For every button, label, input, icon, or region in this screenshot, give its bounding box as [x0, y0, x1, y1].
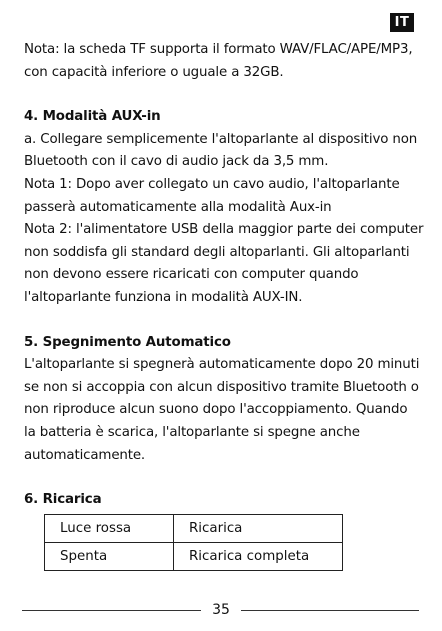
section-4-line: passerà automaticamente alla modalità Aux-in	[24, 199, 332, 215]
footer-rule-left	[22, 610, 201, 611]
table-cell-status: Ricarica	[174, 515, 343, 543]
manual-page-content	[24, 39, 438, 512]
note-tf-line-1: Nota: la scheda TF supporta il formato WAV/FLAC/APE/MP3,	[24, 42, 413, 57]
section-5-line: automaticamente.	[24, 447, 146, 463]
table-cell-status: Ricarica completa	[174, 543, 343, 571]
section-4-line: Nota 1: Dopo aver collegato un cavo audio, l'altoparlante	[24, 176, 400, 192]
language-badge: IT	[390, 13, 414, 32]
spacer	[24, 84, 438, 106]
section-4-line: Nota 2: l'alimentatore USB della maggior parte dei computer	[24, 222, 424, 238]
footer-rule-right	[241, 610, 419, 611]
section-5-line: L'altoparlante si spegnerà automaticamente dopo 20 minuti	[24, 357, 420, 373]
section-5-title: 5. Spegnimento Automatico	[24, 334, 231, 350]
table-row	[45, 543, 343, 571]
table-row	[45, 515, 343, 543]
note-tf-line-2: con capacità inferiore o uguale a 32GB.	[24, 64, 284, 80]
spacer	[24, 310, 438, 332]
section-6-title: 6. Ricarica	[24, 492, 102, 508]
section-4-line: non soddisfa gli standard degli altoparlanti. Gli altoparlanti	[24, 244, 410, 260]
section-4-title: 4. Modalità AUX-in	[24, 109, 161, 125]
page-number: 35	[212, 602, 230, 618]
section-4-line: a. Collegare semplicemente l'altoparlante al dispositivo non	[24, 131, 418, 147]
charging-status-table	[44, 514, 343, 571]
section-5-line: non riproduce alcun suono dopo l'accoppiamento. Quando	[24, 402, 408, 418]
section-4-line: l'altoparlante funziona in modalità AUX-IN.	[24, 289, 303, 305]
section-5-line: la batteria è scarica, l'altoparlante si spegne anche	[24, 424, 360, 440]
section-5-line: se non si accoppia con alcun dispositivo tramite Bluetooth o	[24, 379, 419, 395]
table-cell-indicator: Luce rossa	[45, 515, 174, 543]
spacer	[24, 467, 438, 489]
section-4-line: non devono essere ricaricati con computer quando	[24, 267, 359, 283]
table-cell-indicator: Spenta	[45, 543, 174, 571]
section-4-line: Bluetooth con il cavo di audio jack da 3,5 mm.	[24, 154, 329, 170]
